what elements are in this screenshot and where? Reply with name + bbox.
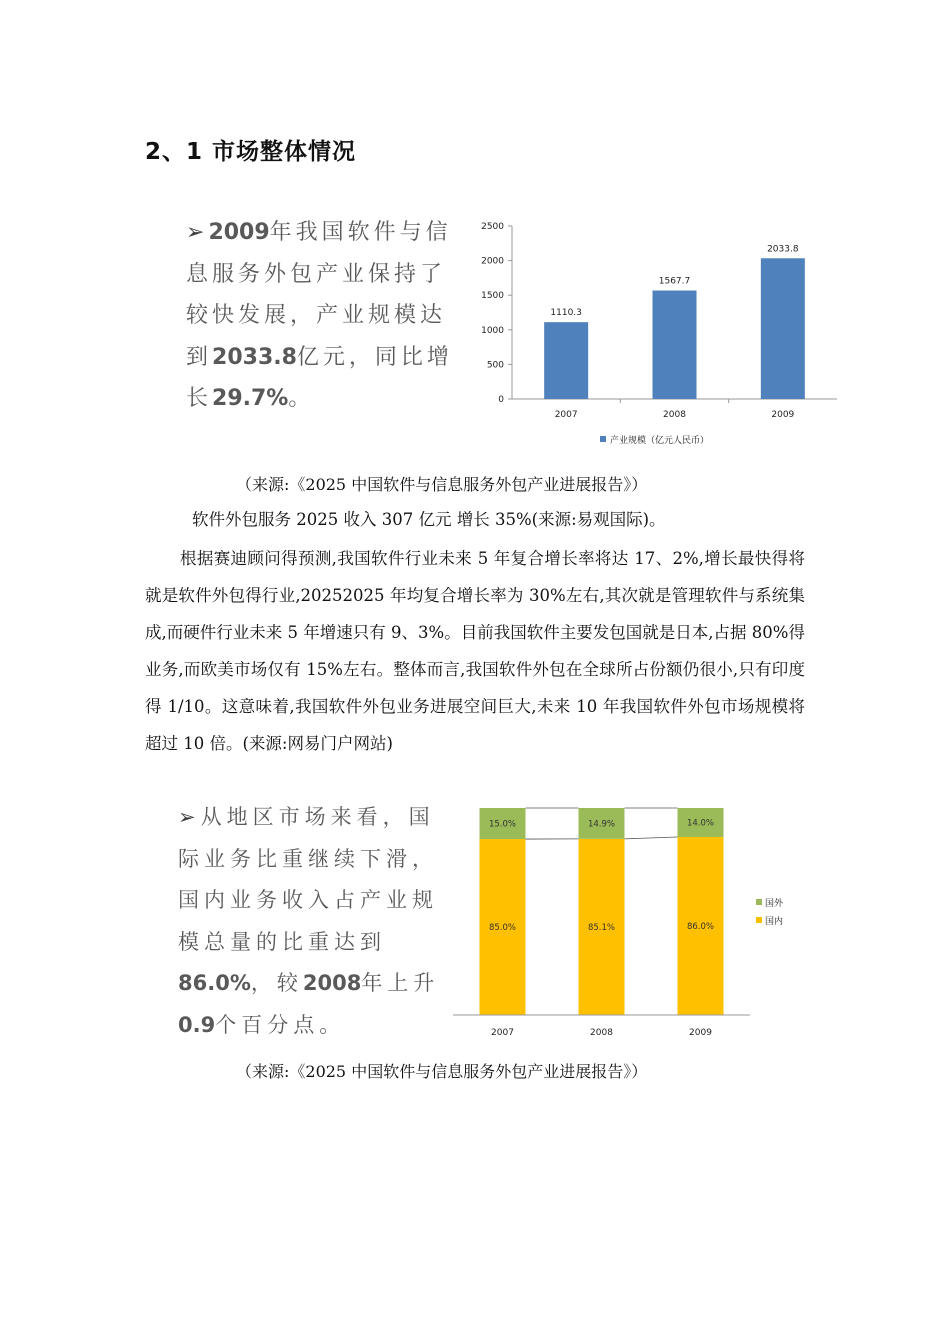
y-tick-label: 500 — [486, 360, 504, 371]
callout-text: ，较 — [250, 971, 303, 995]
data-label-domestic-2009: 86.0% — [686, 921, 715, 932]
arrow-bullet-icon: ➢ — [178, 805, 201, 829]
bar-2009 — [761, 258, 805, 399]
x-tick-label-2008: 2008 — [590, 1028, 613, 1038]
legend-swatch-foreign — [756, 899, 762, 905]
y-tick-label: 1500 — [481, 291, 504, 302]
callout-text: 亿元，同比增长 — [186, 344, 453, 411]
x-tick-label-2009: 2009 — [771, 410, 795, 420]
body-paragraph: 根据赛迪顾问得预测,我国软件行业未来 5 年复合增长率将达 17、2%,增长最快得将就是软件外包得行业,20252025 年均复合增长率为 30%左右,其次就是管理软件与系统集成,而硬件行业未来 5 年增速只有 9、3%。目前我国软件主要发包国就是日本,占据 80%得业务,而欧美市场仅有 15%左右。整体而言,我国软件外包在全球所占份额仍很小,只有印度得 1/10。这意味着,我国软件外包业务进展空间巨大,未来 10 年我国软件外包市场规模将超过 10 倍。(来源:网易门户网站) — [145, 549, 805, 753]
callout-industry-scale — [186, 212, 461, 420]
callout-text: 从地区市场来看，国际业务比重继续下滑，国内业务收入占产业规模总量的比重达到 — [178, 805, 438, 954]
data-label-2009: 2033.8 — [767, 244, 799, 255]
callout-text: 。 — [288, 386, 315, 411]
legend-swatch-domestic — [756, 917, 762, 923]
data-label-foreign-2009: 14.0% — [686, 818, 715, 829]
data-label-foreign-2008: 14.9% — [587, 819, 616, 830]
bar-2007 — [544, 322, 588, 399]
legend-label-domestic: 国内 — [765, 917, 784, 927]
data-label-2007: 1110.3 — [550, 308, 582, 319]
outsourcing-revenue-line: 软件外包服务 2025 收入 307 亿元 增长 35%(来源:易观国际)。 — [192, 510, 666, 529]
section-heading: 2、1 市场整体情况 — [145, 139, 357, 165]
callout-year: 2009 — [208, 220, 270, 245]
data-label-domestic-2007: 85.0% — [488, 923, 517, 934]
data-label-domestic-2008: 85.1% — [587, 922, 616, 933]
x-tick-label-2009: 2009 — [689, 1028, 712, 1038]
legend-label-foreign: 国外 — [765, 899, 784, 909]
industry-scale-bar-chart — [470, 212, 850, 457]
legend-label: 产业规模（亿元人民币） — [610, 436, 710, 446]
callout-value: 2033.8 — [212, 344, 297, 370]
legend-swatch — [600, 436, 606, 442]
source-caption-2: （来源:《2025 中国软件与信息服务外包产业进展报告》） — [236, 1062, 648, 1081]
y-tick-label: 2500 — [481, 222, 504, 232]
domestic-foreign-share-chart — [450, 800, 810, 1045]
callout-text: 个百分点。 — [215, 1012, 346, 1037]
source-caption-1: （来源:《2025 中国软件与信息服务外包产业进展报告》） — [236, 475, 648, 494]
y-tick-label: 2000 — [481, 256, 504, 267]
x-tick-label-2007: 2007 — [491, 1028, 514, 1038]
callout-growth: 29.7% — [212, 386, 289, 411]
callout-text: 年我国软件与信息服务外包产业保持了较快发展，产业规模达到 — [186, 220, 452, 370]
x-tick-label-2007: 2007 — [554, 410, 578, 420]
y-tick-label: 1000 — [481, 325, 504, 336]
x-tick-label-2008: 2008 — [663, 410, 686, 420]
callout-year: 2008 — [302, 971, 362, 995]
callout-text: 年上升 — [361, 971, 440, 995]
callout-points: 0.9 — [178, 1012, 216, 1037]
callout-share: 86.0% — [178, 971, 251, 995]
arrow-bullet-icon: ➢ — [186, 220, 209, 245]
series-line-domestic — [625, 837, 678, 839]
y-tick-label: 0 — [498, 395, 504, 405]
data-label-2008: 1567.7 — [658, 276, 691, 287]
bar-2008 — [653, 291, 697, 399]
data-label-foreign-2007: 15.0% — [488, 819, 517, 830]
callout-regional-market — [178, 797, 440, 1046]
